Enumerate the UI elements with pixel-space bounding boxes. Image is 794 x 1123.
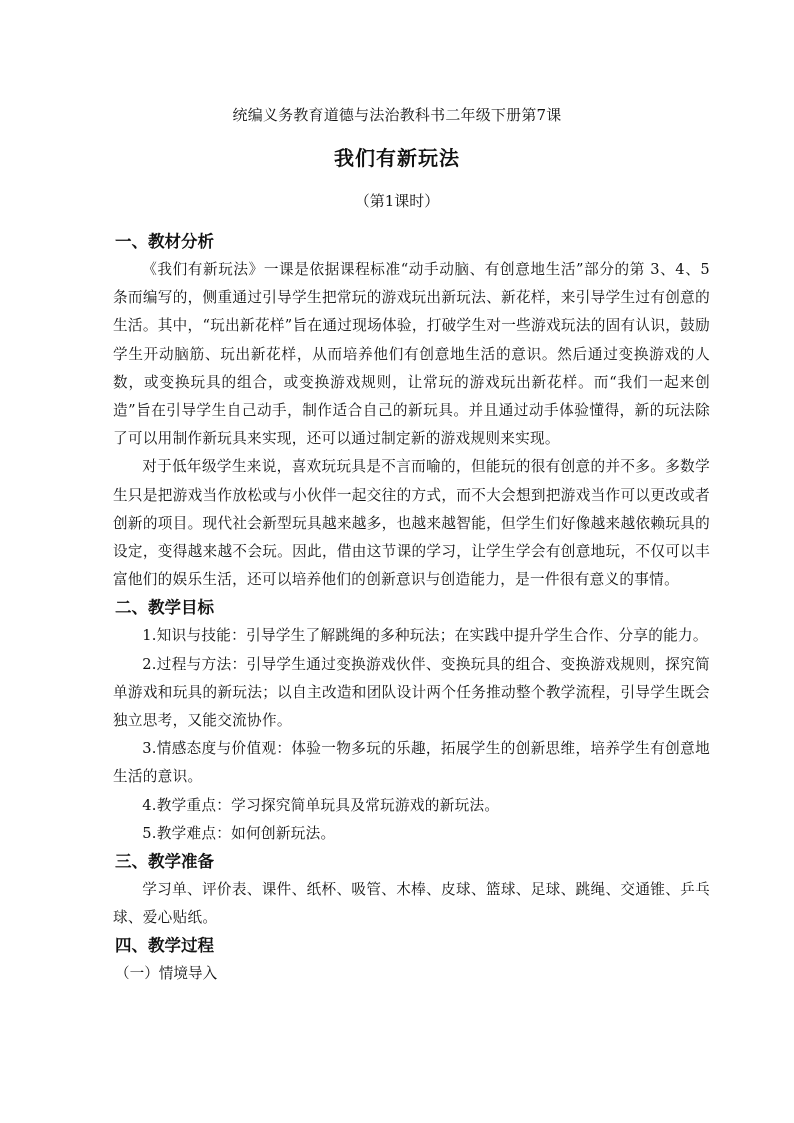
paragraph: 学习单、评价表、课件、纸杯、吸管、木棒、皮球、篮球、足球、跳绳、交通锥、乒乓球、爱心贴纸。 [113,881,710,927]
goal-item: 2.过程与方法：引导学生通过变换游戏伙伴、变换玩具的组合、变换游戏规则，探究简单游戏和玩具的新玩法；以自主改造和团队设计两个任务推动整个教学流程，引导学生既会独立思考，又能交流协作。 [113,655,710,730]
lesson-period: （第1课时） [354,192,440,210]
section-heading-teaching-prep: 三、教学准备 [115,852,214,872]
subsection-heading: （一）情境导入 [115,965,218,983]
section-heading-material-analysis: 一、教材分析 [115,232,214,251]
lesson-title: 我们有新玩法 [334,146,460,170]
goal-item: 3.情感态度与价值观：体验一物多玩的乐趣，拓展学生的创新思维，培养学生有创意地生活的意识。 [113,740,710,786]
section-heading-teaching-goals: 二、教学目标 [115,598,214,618]
goal-item: 5.教学难点：如何创新玩法。 [142,824,336,842]
paragraph: 对于低年级学生来说，喜欢玩玩具是不言而喻的，但能玩的很有创意的并不多。多数学生只是把游戏当作放松或与小伙伴一起交往的方式，而不大会想到把游戏当作可以更改或者创新的项目。现代社会新型玩具越来越多，也越来越智能，但学生们好像越来越依赖玩具的设定，变得越来越不会玩。因此，借由这节课的学习，让学生学会有创意地玩，不仅可以丰富他们的娱乐生活，还可以培养他们的创新意识与创造能力，是一件很有意义的事情。 [113,458,710,589]
section-heading-teaching-process: 四、教学过程 [115,936,214,956]
textbook-header: 统编义务教育道德与法治教科书二年级下册第7课 [232,106,562,124]
goal-item: 1.知识与技能：引导学生了解跳绳的多种玩法；在实践中提升学生合作、分享的能力。 [142,627,708,645]
document-body [113,228,710,989]
goal-item: 4.教学重点：学习探究简单玩具及常玩游戏的新玩法。 [142,796,500,814]
paragraph: 《我们有新玩法》一课是依据课程标准“动手动脑、有创意地生活”部分的第 3、4、5条而编写的，侧重通过引导学生把常玩的游戏玩出新玩法、新花样，来引导学生过有创意的生活。其中，“玩出新花样”旨在通过现场体验，打破学生对一些游戏玩法的固有认识，鼓励学生开动脑筋、玩出新花样，从而培养他们有创意地生活的意识。然后通过变换游戏的人数，或变换玩具的组合，或变换游戏规则，让常玩的游戏玩出新花样。而“我们一起来创造”旨在引导学生自己动手，制作适合自己的新玩具。并且通过动手体验懂得，新的玩法除了可以用制作新玩具来实现，还可以通过制定新的游戏规则来实现。 [113,261,710,448]
